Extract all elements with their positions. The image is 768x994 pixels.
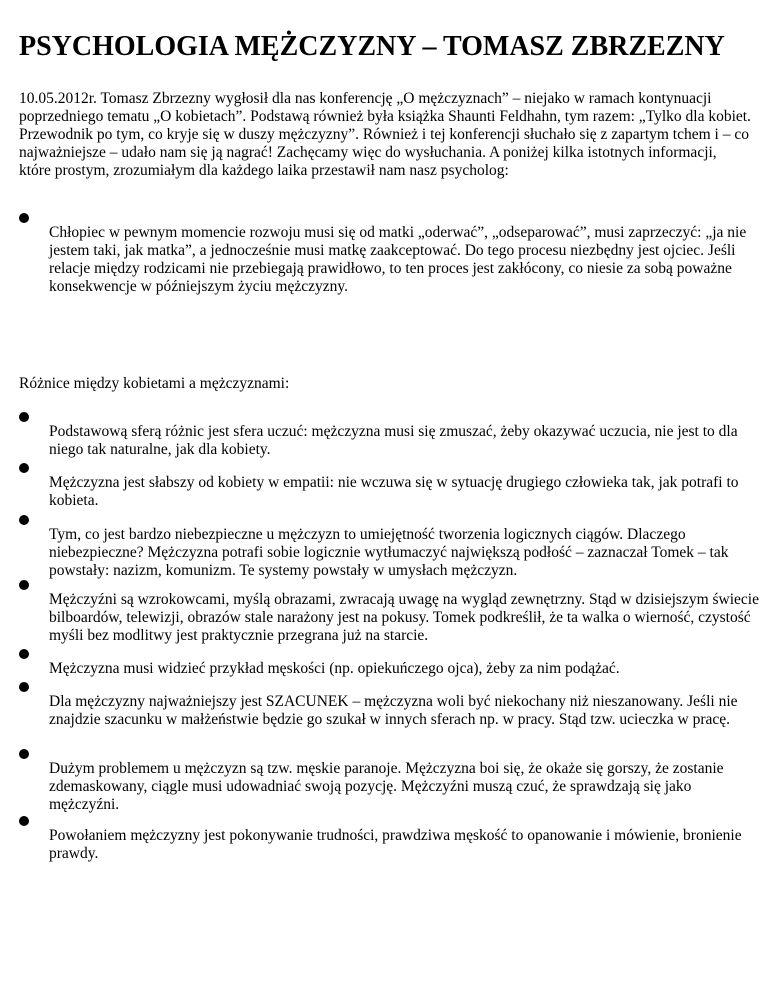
bullet-icon (19, 682, 29, 692)
bullet-icon (19, 649, 29, 659)
bullet-icon (19, 213, 29, 223)
intro-paragraph: 10.05.2012r. Tomasz Zbrzezny wygłosił dla nas konferencję „O mężczyznach” – niejako w ramach kontynuacji poprzedniego tematu „O kobietach”. Podstawą również była książka Shaunti Feldhahn, tym razem: „Tylko dla kobiet. Przewodnik po tym, co kryje się w duszy mężczyzny”. Również i tej konferencji słuchało się z zapartym tchem i – co najważniejsze – udało nam się ją nagrać! Zachęcamy więc do wysłuchania. A poniżej kilka istotnych informacji, które prostym, zrozumiałym dla każdego laika przestawił nam nasz psycholog: (19, 90, 751, 179)
list-item-text: Tym, co jest bardzo niebezpieczne u mężczyzn to umiejętność tworzenia logicznych ciągów. Dlaczego niebezpieczne? Mężczyzna potrafi sobie logicznie wytłumaczyć największą podłość – zaznaczał Tomek – tak powstały: nazizm, komunizm. Te systemy powstały w umysłach mężczyzn. (49, 526, 729, 579)
list-item-text: Mężczyzna musi widzieć przykład męskości (np. opiekuńczego ojca), żeby za nim podążać. (49, 660, 620, 677)
bullet-icon (19, 463, 29, 473)
list-item-text: Chłopiec w pewnym momencie rozwoju musi się od matki „oderwać”, „odseparować”, musi zaprzeczyć: „ja nie jestem taki, jak matka”, a jednocześnie musi matkę zaakceptować. Do tego procesu niezbędny jest ojciec. Jeśli relacje między rodzicami nie przebiegają prawidłowo, to ten proces jest zakłócony, co niesie za sobą poważne konsekwencje w późniejszym życiu mężczyzny. (49, 224, 747, 295)
section-heading: Różnice między kobietami a mężczyznami: (19, 375, 290, 392)
bullet-icon (19, 816, 29, 826)
list-item-text: Mężczyzna jest słabszy od kobiety w empatii: nie wczuwa się w sytuację drugiego człowieka tak, jak potrafi to kobieta. (49, 474, 739, 509)
bullet-icon (19, 515, 29, 525)
list-item-text: Dla mężczyzny najważniejszy jest SZACUNEK – mężczyzna woli być niekochany niż nieszanowany. Jeśli nie znajdzie szacunku w małżeństwie będzie go szukał w innych sferach np. w pracy. Stąd tzw. ucieczka w pracę. (49, 693, 738, 728)
bullet-icon (19, 749, 29, 759)
list-item-text: Podstawową sferą różnic jest sfera uczuć: mężczyzna musi się zmuszać, żeby okazywać uczucia, nie jest to dla niego tak naturalne, jak dla kobiety. (49, 423, 738, 458)
bullet-icon (19, 580, 29, 590)
list-item-text: Dużym problemem u mężczyzn są tzw. męskie paranoje. Mężczyzna boi się, że okaże się gorszy, że zostanie zdemaskowany, ciągle musi udowadniać swoją pozycję. Mężczyźni muszą czuć, że sprawdzają się jako mężczyźni. (49, 760, 724, 813)
list-item-text: Mężczyźni są wzrokowcami, myślą obrazami, zwracają uwagę na wygląd zewnętrzny. Stąd w dzisiejszym świecie bilboardów, telewizji, obrazów stale narażony jest na pokusy. Tomek podkreślił, że ta walka o wierność, czystość myśli bez modlitwy jest praktycznie przegrana już na starcie. (49, 591, 759, 644)
list-item-text: Powołaniem mężczyzny jest pokonywanie trudności, prawdziwa męskość to opanowanie i mówienie, bronienie prawdy. (49, 827, 742, 862)
bullet-icon (19, 412, 29, 422)
page-title: PSYCHOLOGIA MĘŻCZYZNY – TOMASZ ZBRZEZNY (19, 31, 725, 62)
